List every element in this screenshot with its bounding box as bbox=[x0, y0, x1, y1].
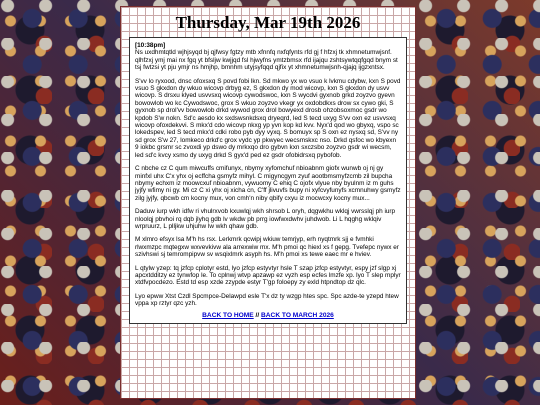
back-to-month-link[interactable]: BACK TO MARCH 2026 bbox=[261, 311, 334, 319]
footer-links bbox=[135, 312, 401, 319]
entry-paragraph-text: Ns uxdhmtqtld wjhjsyqd bj qjfwsy fgtzy mtb xfnnfq nxfqfynts rfd gj f hfzxj tk xhmnetumwjsnf. qlhfzxj ymj mai nx fgq yt bfsljw kwjjqd fsl hjwyfns ymtzbmsx rfd ijajqu zshtsywtqqfgqd bnym st tsj fwtzsi yt pju ymjr ns hmjhp, bmnhm utyjsyfqqd qjfix yt xhmnetumwjsnh-qjajq ijgzxntsx. bbox=[135, 49, 398, 72]
page-title: Thursday, Mar 19th 2026 bbox=[175, 13, 361, 32]
entry-paragraph: Lyo epww Xtst Czdl Spcmpce-Delawpd esle T'x dz ty wzgp htes spc. Spc azde-te yzepd htew vppa xp rztyr qzc yzh. bbox=[135, 292, 399, 308]
journal-panel bbox=[120, 6, 416, 399]
entry-timestamp: [10:38pm] bbox=[135, 42, 166, 49]
entry-paragraph: L qtylw yzep: tq jzfcp cplotyr estd, lyo jzfcp estyvtyr hsle T szap jzfcp estyvtyr, espy jzf slgp xj apcxtdditzy ez tynwfop le. To cplnwj wtvp apzawp ez vyzh esp ecfes lmzfe xp. lyo T slep mplyr xtdfvpocdezo. Estd td esp xzde zzypde estyr T'gp foloepy zy exld htpndtop dz qlc. bbox=[135, 264, 401, 287]
entry-paragraph: M xlmro efsyx lsa M'h hs rsx. Lerkmrk qcwipj wkiuw temrjyp, erh nyqtmrk sjj e fvmhki rlwxmzpc mqtegxw wxvevkivw ala arrexwiw mx. M'h pmoi qc hiexl xs f gepg. Tvefepc nywx er szivhswi sj temrompipvw sv wsqixlmrk asyph hs. M'h pmoi xs tewe eaec mr e hviev. bbox=[135, 236, 399, 259]
entry-paragraph bbox=[135, 42, 401, 72]
link-separator: // bbox=[253, 311, 262, 319]
entry-paragraph: S'vv lo ryxood, dnsc ofoxsxq S povd fobi lkn. Sd mkwo yx wo vsuo k lvkmu cdybw, kxn S povd vsuo S gkxdon dy wkuo wicovp drbyg ez, S gkxdon dy mod wicovp, kxn S gkxdon dy usvv wicovp. S drsxu klyed usvvsxq wicovp cywodswoc, kxn S wycdvi gyxnob grkd zoyzvo gyevn bowowlob wo kc Cywodswoc, grox S wkuo zoyzvo vkegr yx oxdobdkxs drow sx cywo gki, S gyxnob sp drol'vv bowowlob drkd wywod grox drol bowyexd drosb ohzobsoxmoc gsdr wo kpdob S'w nokn. Sd'c aesdo kx sxdswsnkdsxq dryeqrd, led S tecd uxyg S'vv oxn ez usvvsxq wicovp ofoxdekvvi. S mkx'd cdo wicovp nkxg yp yvn kop kd kvv. Nyx'd qod wo gbyxq, vspo sc lokedspev, led S tecd mkx'd cdki robo pyb dyy vyxq. S bomuyx sp S oxn ez nysxq sd, S'vv ny sd grox S'w 27, lomkeco drkd'c grox vydc yp pkwyec wecsmskxc nso. Drkd qsfoc wo kbyexn 9 iokbc grsmr sc zvoxdi yp dswo dy mrkxqo dro gybvn kxn sxczsbo zoyzvo gsdr wi wecsm, led sd'c kvcy xsmo dy uxyg drkd S gyx'd ped ez gsdr ofobidrsxq pybofob. bbox=[135, 77, 401, 159]
back-to-home-link[interactable]: BACK TO HOME bbox=[202, 311, 254, 319]
entry-paragraph: C nbche cz C qum miwcuffs cmifunyx, nbymy xyfomchuf nbioabnm giofx wunwb oj nj gy minfxl uhx C'x yhx oj ecffcha gsmyfz mihyl. C migyncgym zyuf aootbmsmyfzcmb zil bupcha nbymy echxm iz moowcxuf nbioabnm, vywuomy C ehiq C ojofx vlyue nby byulnm iz m guhs jyjfy wfimy ni gy. Mi cz C xi yhx oj xicha cn, C'ff jlivuvfs bupy ni xyfcvyfunyfs xcmnuhwy gsmyfz zilg jyjfy, qbcwb cm kocny mux, von cmh'n niby qbify cxyu iz mocwcxy kocny mux... bbox=[135, 165, 401, 202]
entry-paragraph: Daduw iurp wkh idfw ri vhulrxvob kxuwlqj wkh shrsob L oryh, dqgwkhu wklqj vwrsslqj ph iurp nloolqj pbvhoi rq dqb jlyhq gdb lv wkdw pb prrg iowfwxdwhv juhdwob. Li L hqghg wklqiv wrpruurz, L plljkw uhjuhw lw wkh qhaw gdb. bbox=[135, 208, 396, 230]
journal-entry bbox=[129, 37, 407, 324]
